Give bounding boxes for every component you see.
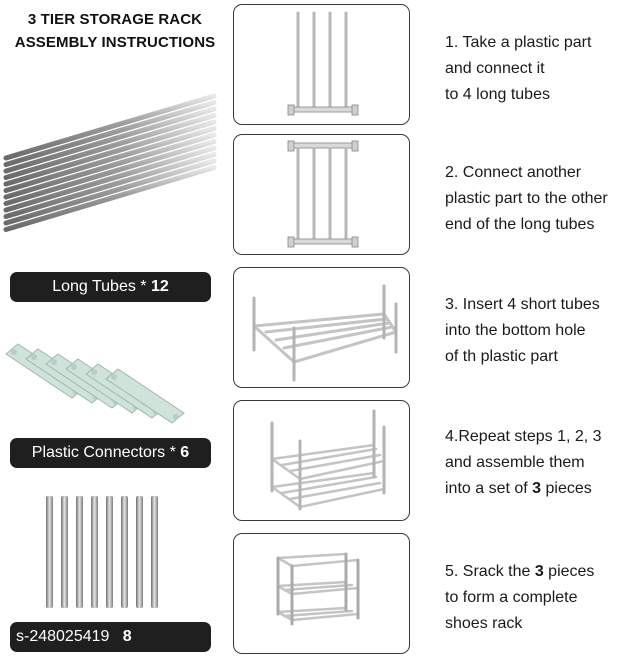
title-line-2: ASSEMBLY INSTRUCTIONS xyxy=(14,34,216,51)
step-2-panel xyxy=(233,134,410,255)
step-3-panel xyxy=(233,267,410,388)
step-2-line-2: plastic part to the other xyxy=(445,190,608,207)
step-3-line-1: 3. Insert 4 short tubes xyxy=(445,296,600,313)
step-4-line-3a: into a set of xyxy=(445,480,533,497)
short-tube xyxy=(91,496,98,608)
step-5-line-3: shoes rack xyxy=(445,615,523,632)
long-tubes-count: 12 xyxy=(150,278,169,295)
short-tubes-illustration xyxy=(40,490,170,615)
plastic-connectors-label xyxy=(10,438,211,468)
step-5-line-2: to form a complete xyxy=(445,589,578,606)
short-tube xyxy=(136,496,143,608)
step-5-diagram xyxy=(234,534,410,654)
short-tube xyxy=(46,496,53,608)
step-1-line-3: to 4 long tubes xyxy=(445,86,550,103)
title-line-1: 3 TIER STORAGE RACK xyxy=(27,11,203,28)
long-tubes-label xyxy=(10,272,211,302)
step-4-line-3 xyxy=(445,476,635,502)
short-tube xyxy=(61,496,68,608)
step-5-count: 3 xyxy=(534,563,544,580)
step-3-text xyxy=(445,292,635,370)
step-3-line-2: into the bottom hole xyxy=(445,322,586,339)
step-2-diagram xyxy=(234,135,410,255)
step-2-line-3: end of the long tubes xyxy=(445,216,595,233)
step-4-panel xyxy=(233,400,410,521)
long-tubes-illustration xyxy=(2,88,220,258)
long-tubes-text: Long Tubes * xyxy=(52,278,151,295)
short-tubes-text: s-248025419 xyxy=(16,628,110,645)
short-tube xyxy=(121,496,128,608)
step-5-text xyxy=(445,559,635,637)
step-1-diagram xyxy=(234,5,410,125)
short-tubes-label xyxy=(10,622,211,652)
step-5-line-1c: pieces xyxy=(543,563,595,580)
short-tube xyxy=(151,496,158,608)
page-title xyxy=(4,8,226,54)
step-3-diagram xyxy=(234,268,410,388)
step-5-line-1a: 5. Srack the xyxy=(445,563,535,580)
step-4-line-3c: pieces xyxy=(541,480,592,497)
step-2-line-1: 2. Connect another xyxy=(445,164,582,181)
step-1-text xyxy=(445,30,635,108)
step-1-line-1: 1. Take a plastic part xyxy=(445,34,592,51)
step-5-panel xyxy=(233,533,410,654)
step-1-line-2: and connect it xyxy=(445,60,545,77)
step-3-line-3: of th plastic part xyxy=(445,348,558,365)
step-2-text xyxy=(445,160,635,238)
plastic-connectors-illustration xyxy=(0,330,200,425)
plastic-connectors-text: Plastic Connectors * xyxy=(31,444,181,461)
step-4-count: 3 xyxy=(532,480,542,497)
short-tubes-count: 8 xyxy=(122,628,132,645)
plastic-connectors-count: 6 xyxy=(180,444,190,461)
step-4-line-1: 4.Repeat steps 1, 2, 3 xyxy=(445,428,602,445)
step-1-panel xyxy=(233,4,410,125)
short-tube xyxy=(76,496,83,608)
step-4-line-2: and assemble them xyxy=(445,454,585,471)
step-4-text xyxy=(445,424,635,502)
step-4-diagram xyxy=(234,401,410,521)
short-tube xyxy=(106,496,113,608)
step-5-line-1 xyxy=(445,559,635,585)
